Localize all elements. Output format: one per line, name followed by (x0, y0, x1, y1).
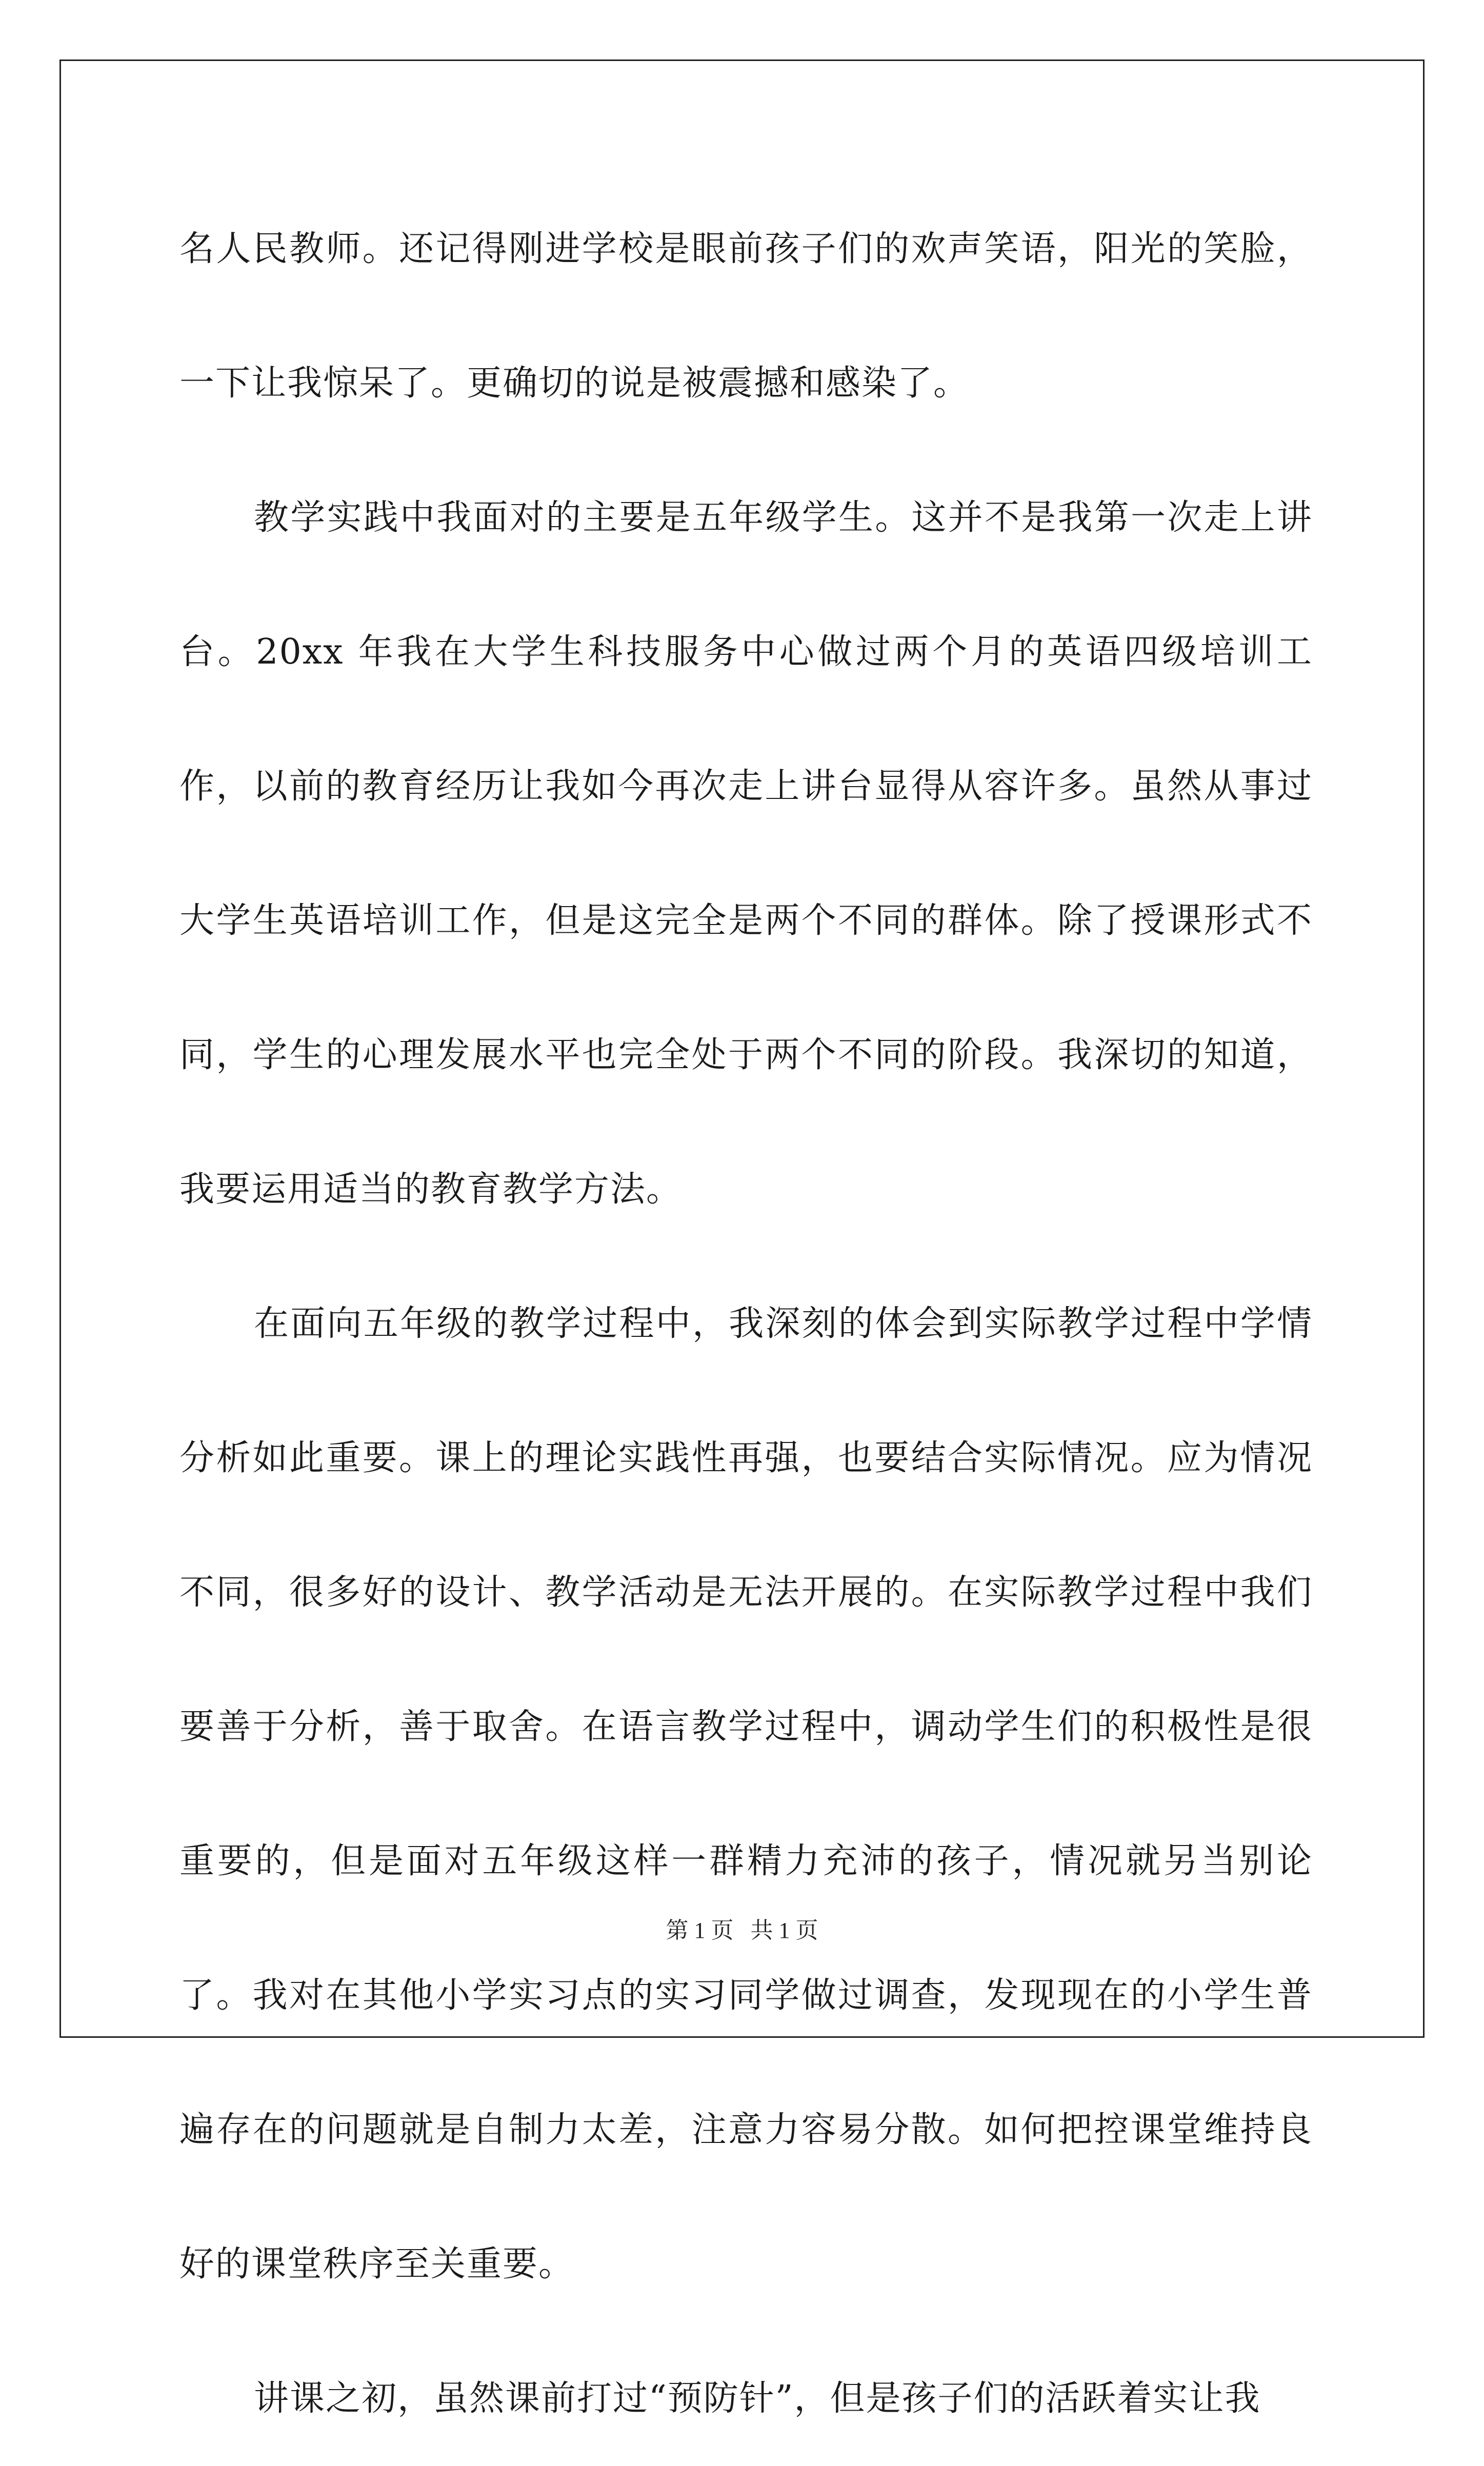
document-body (179, 182, 1313, 2466)
paragraph-3: 在面向五年级的教学过程中，我深刻的体会到实际教学过程中学情分析如此重要。课上的理论实践性再强，也要结合实际情况。应为情况不同，很多好的设计、教学活动是无法开展的。在实际教学过程中我们要善于分析，善于取舍。在语言教学过程中，调动学生们的积极性是很重要的，但是面对五年级这样一群精力充沛的孩子，情况就另当别论了。我对在其他小学实习点的实习同学做过调查，发现现在的小学生普遍存在的问题就是自制力太差，注意力容易分散。如何把控课堂维持良好的课堂秩序至关重要。 (179, 1304, 1313, 2284)
page-footer: 第 1 页 共 1 页 (666, 1918, 818, 1943)
paragraph-4: 讲课之初，虽然课前打过“预防针”，但是孩子们的活跃着实让我 (254, 2378, 1261, 2419)
paragraph-1: 名人民教师。还记得刚进学校是眼前孩子们的欢声笑语，阳光的笑脸，一下让我惊呆了。更确切的说是被震撼和感染了。 (179, 229, 1313, 404)
paragraph-2: 教学实践中我面对的主要是五年级学生。这并不是我第一次走上讲台。20xx 年我在大学生科技服务中心做过两个月的英语四级培训工作，以前的教育经历让我如今再次走上讲台显得从容许多。虽然从事过大学生英语培训工作，但是这完全是两个不同的群体。除了授课形式不同，学生的心理发展水平也完全处于两个不同的阶段。我深切的知道，我要运用适当的教育教学方法。 (179, 497, 1313, 1210)
